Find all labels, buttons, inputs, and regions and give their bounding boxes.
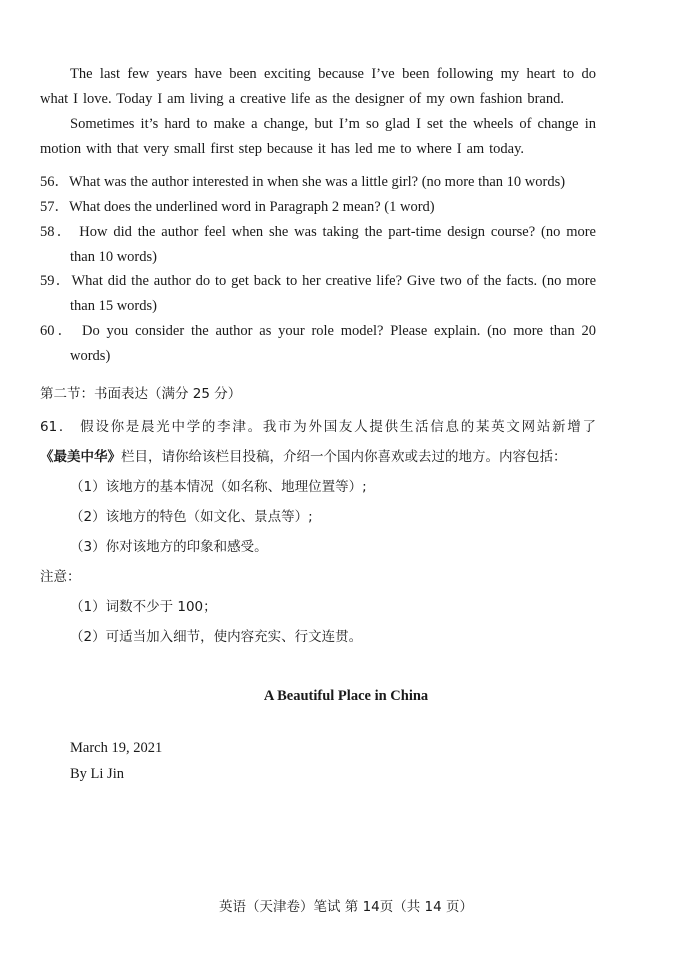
question-56: 56．What was the author interested in when she was a little girl? (no more than 10 words) bbox=[40, 174, 566, 190]
question-59: 59．What did the author do to get back to her creative life? Give two of the facts. (no more bbox=[40, 273, 596, 289]
question-61-rest: 栏目，请你给该栏目投稿，介绍一个国内你喜欢或去过的地方。内容包括： bbox=[121, 449, 567, 465]
note-label: 注意： bbox=[40, 569, 81, 585]
question-58-cont: than 10 words) bbox=[70, 249, 157, 265]
question-61-cont bbox=[40, 447, 567, 467]
column-name: 《最美中华》 bbox=[40, 449, 121, 465]
essay-title: A Beautiful Place in China bbox=[263, 688, 429, 704]
note-1: （1）词数不少于 100； bbox=[70, 599, 217, 615]
question-57: 57．What does the underlined word in Paragraph 2 mean? (1 word) bbox=[40, 199, 435, 215]
essay-byline: By Li Jin bbox=[70, 766, 124, 782]
question-60-cont: words) bbox=[70, 348, 111, 364]
question-60: 60． Do you consider the author as your role model? Please explain. (no more than 20 bbox=[40, 323, 596, 339]
content-point-3: （3）你对该地方的印象和感受。 bbox=[70, 539, 268, 555]
section-heading: 第二节：书面表达（满分 25 分） bbox=[40, 386, 242, 402]
essay-date: March 19, 2021 bbox=[70, 740, 163, 756]
question-61: 61． 假设你是晨光中学的李津。我市为外国友人提供生活信息的某英文网站新增了 bbox=[40, 419, 596, 435]
question-59-cont: than 15 words) bbox=[70, 298, 157, 314]
content-point-1: （1）该地方的基本情况（如名称、地理位置等）; bbox=[70, 479, 367, 495]
page-footer: 英语（天津卷）笔试 第 14页（共 14 页） bbox=[218, 899, 474, 915]
content-point-2: （2）该地方的特色（如文化、景点等）; bbox=[70, 509, 313, 525]
question-58: 58． How did the author feel when she was taking the part-time design course? (no more bbox=[40, 224, 596, 240]
passage-line: Sometimes it’s hard to make a change, but I’m so glad I set the wheels of change in bbox=[70, 116, 596, 132]
passage-line: The last few years have been exciting because I’ve been following my heart to do bbox=[70, 66, 596, 82]
passage-line: motion with that very small first step because it has led me to where I am today. bbox=[40, 141, 524, 157]
note-2: （2）可适当加入细节，使内容充实、行文连贯。 bbox=[70, 629, 363, 645]
passage-line: what I love. Today I am living a creative life as the designer of my own fashion brand. bbox=[40, 91, 564, 107]
